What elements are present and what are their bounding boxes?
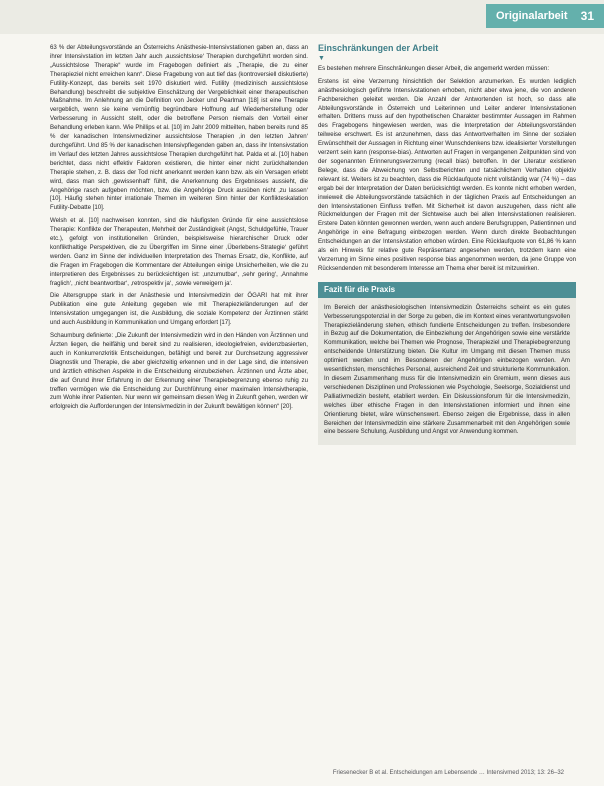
page-number: 31 xyxy=(580,9,594,23)
paragraph: Schaumburg definierte: „Die Zukunft der Intensivmedizin wird in den Händen von Ärztinnen und Ärzten liegen, die heilfähig und bereit sind zu realisieren, ideologiefreien, evidenzbasierten, auch in Konkurrenzkritik Entscheidungen, befähigt und bereit zur Durchsetzung aggressiver Diagnostik und Therapie, die aber gleichzeitig erkennen und in der Lage sind, die intensiven und ärztlich ethischen Aspekte in die Entscheidung einzubeziehen. Ärztinnen und Ärzte aber, die auf Grund ihrer Erfahrung in der Erkennung einer Therapiebegrenzung ebenso ruhig zu treffen vermögen wie die Entscheidung zur Durchführung einer maximalen Intensivtherapie, zum Wohle ihrer Patienten. Nur wenn wir gemeinsam diesen Weg in Zukunft gehen, werden wir erfolgreich die Aufforderungen der Intensivmedizin in der Zukunft bewältigen können“ [20]. xyxy=(50,332,308,411)
paragraph: Welsh et al. [10] nachweisen konnten, sind die häufigsten Gründe für eine aussichtslose Therapie: Konflikte der Therapeuten, Mehrheit der Zuständigkeit (Angst, Schuldgefühle, Trauer etc.), gefolgt von institutionellen Gründen, beispielsweise hierarchischer Druck oder konflikthaltige Perspektiven, die zu Übergriffen im Sinne einer ‚Überlebens-Strategie‘ geführt werden. Ganz im Sinne der individuellen Interpretation des Themas Ersatz, die, Konflikte, auf die Fragen im Fragebogen die Kommentare der Abteilungen einige Unsicherheiten, wie die zu interpretieren des Ergebnisses zu berücksichtigen ist: ‚unzumutbar‘, ‚sehr gering‘, ‚Annahme fraglich‘, ‚nicht beantwortbar‘, ‚retrospektiv ja‘, ‚sowie verweigern ja‘. xyxy=(50,217,308,287)
left-column xyxy=(50,44,308,416)
right-column xyxy=(318,44,576,445)
paragraph: Es bestehen mehrere Einschränkungen dieser Arbeit, die angemerkt werden müssen: xyxy=(318,64,550,72)
summary-box-title: Fazit für die Praxis xyxy=(318,282,576,298)
section-heading: Einschränkungen der Arbeit xyxy=(318,43,439,53)
paragraph: Erstens ist eine Verzerrung hinsichtlich der Selektion anzumerken. Es wurden lediglich anästhesiologisch geführte Intensivstationen erhoben, nicht aber etwa jene, die von anderen Fachbereichen geleitet werden. Die Anzahl der Antwortenden ist hoch, so dass alle Abteilungsvorstände in Österreich und Leiterinnen und Leiter anderer Intensivstationen erhalten. Drittens muss auf den hypothetischen Charakter bestimmter Aussagen im Rahmen des Fragebogens hingewiesen werden, was die Interpretation der Abteilungsvorständen teilweise erschwert. Es ist anzunehmen, dass das Antwortverhalten im Sinne der sozialen Erwünschtheit der Aussagen in Richtung einer Wunschdenkens bzw. idealisierter Vorstellungen verzerrt sein kann (response-bias). Antworten auf Fragen in vergangenen Zeitpunkten sind von der sogenannten Erinnerungsverzerrung (recall bias) betroffen. In der Literatur existieren Belege, dass die Abweichung von Selbstberichten und tatsächlichem Verhalten objektiv relevant ist. Weiters ist zu beachten, dass die Rücklaufquote nicht vollständig war (74 %) – das ergab bei der Interpretation der Daten berücksichtigt werden. Es konnte nicht erhoben werden, inwieweit die Abteilungsvorstände tatsächlich in der täglichen Praxis auf Entscheidungen an den Intensivstationen Einfluss treffen. Mit Sicherheit ist davon auszugehen, dass nicht alle Rückmeldungen der Fragen mit der Sichtweise auch bei allen Intensivstationen realisieren. Erstere Daten könnten gewonnen werden, wenn auch andere Berufsgruppen, Patientinnen und Angehörige in eine Befragung einbezogen werden. Wenn durch direkte Beobachtungen Entscheidungen an der Intensivstation erhoben würden. Eine Rücklaufquote von 61,86 % kann als ein Hinweis für relative gute Repräsentanz angesehen werden, trotzdem kann eine Verzerrung im Sinne eines positiven response bias angenommen werden, da jene Gruppe von Rücksendenden mit besonderem Interesse am Thema eher bereit ist mitzuwirken. xyxy=(318,77,576,272)
triangle-down-icon: ▼ xyxy=(318,54,325,62)
summary-box xyxy=(318,282,576,446)
paragraph: Die Altersgruppe stark in der Anästhesie und Intensivmedizin der ÖGARI hat mit ihrer Publikation eine gute Anleitung gegeben wie mit Therapiezieländerungen auf der Intensivstation umgegangen ist, die Ausbildung, die soziale Kompetenz der Ärztinnen stärkt und auch Ausbildung in Kommunikation und Umgang erfordert [17]. xyxy=(50,292,308,327)
section-tag xyxy=(486,4,604,28)
footer-citation: Friesenecker B et al. Entscheidungen am Lebensende … Intensivmed 2013; 13: 26–32 xyxy=(332,770,564,776)
section-label: Originalarbeit xyxy=(496,10,568,22)
summary-box-text: Im Bereich der anästhesiologischen Intensivmedizin Österreichs scheint es ein gutes Verbesserungspotenzial in der Sorge zu geben, die im Kontext eines verantwortungsvollen Therapiezieländerung stehen, ethisch fundierte Entscheidungen zu treffen. Insbesondere in Bezug auf die Dokumentation, die Einbeziehung der Angehörigen sowie eine verstärkte Kommunikation, welche bei Themen wie Prognose, Therapieziel und Therapiebegrenzung entscheidende Unterstützung bieten. Die Kultur im Umgang mit diesen Themen muss optimiert werden und im Besonderen der Angehörigen einbezogen werden. Am wesentlichsten, menschliches Personal, ausreichend Zeit und strukturierte Kommunikation. In diesem Zusammenhang muss für die Intensivmedizin ein Gremium, wenn dieses aus verschiedenen Disziplinen und Professionen wie Psychologie, Seelsorge, Sozialdienst und Palliativmedizin besteht, etabliert werden. Ein Diskussionsforum für die Intensivmedizin, welches über ethische Fragen in den Intensivstationen informiert und ihnen eine Orientierung bietet, wäre wünschenswert. Ebenso zeigen die Ergebnisse, dass in allen Bereichen der Intensivmedizin eine stärkere Zusammenarbeit mit den Angehörigen sowie eine bessere Schulung, Ausbildung und Angst vor Anwendung kommen. xyxy=(324,303,570,436)
paragraph: 63 % der Abteilungsvorstände an Österreichs Anästhesie-Intensivstationen gaben an, dass an ihrer Intensivstation im letzten Jahr auch ‚aussichtslose‘ Therapien durchgeführt worden sind. „Aussichtslose Therapie“ wurde im Fragebogen definiert als „Therapie, die zu einer Therapieziel nicht erreichen kann“. Diese Fragebung von aut tief das (kontroversiell diskutierte) Futility-Konzept, das bereits seit 1970 diskutiert wird. Futility (medizinisch aussichtslose Behandlung) beschreibt die subjektive Einschätzung der Vergeblichkeit einer therapeutischen Maßnahme. Im Anlehnung an die Definition von Jecker und Pearlman [18] ist eine Therapie vergeblich, wenn sie keine vernünftig begründbare Hoffnung auf Wiederherstellung oder Verbesserung in Aussicht stellt, oder die betroffene Person niemals den Vorteil einer Behandlung erleben kann. Wie Phillips et al. [10] im Jahr 2009 mitteilten, haben bereits rund 85 % der kanadischen Intensivmediziner aussichtslose Therapien ‚in den letzten Jahren‘ durchgeführt. Und 85 % der kanadischen Intensivpflegenden gaben an, dass ihr Intensivstation im Verlauf des letzten Jahres aussichtslose Therapien durchgeführt hat. Palda et al. [10] haben berichtet, dass nicht effektiv Faktoren existieren, die hinter einer nicht zurückhaltenden Therapie stehen, z. B. dass der Tod nicht anerkannt werden kann bzw. als ein Versagen erlebt wird, dass man sich ‚gewissenhaft‘ fühlt, die Anerkennung des Ergebnisses aussieht, die Angehörige rasch aufgeben möchten, bzw. die Angehörige Druck ausüben nicht ‚zu lassen‘ [10]. Häufig stehen hinter irrationale Themen im weiteren Sinn hinter der Konflikteskalation Futility-Debatte [10]. xyxy=(50,44,308,212)
